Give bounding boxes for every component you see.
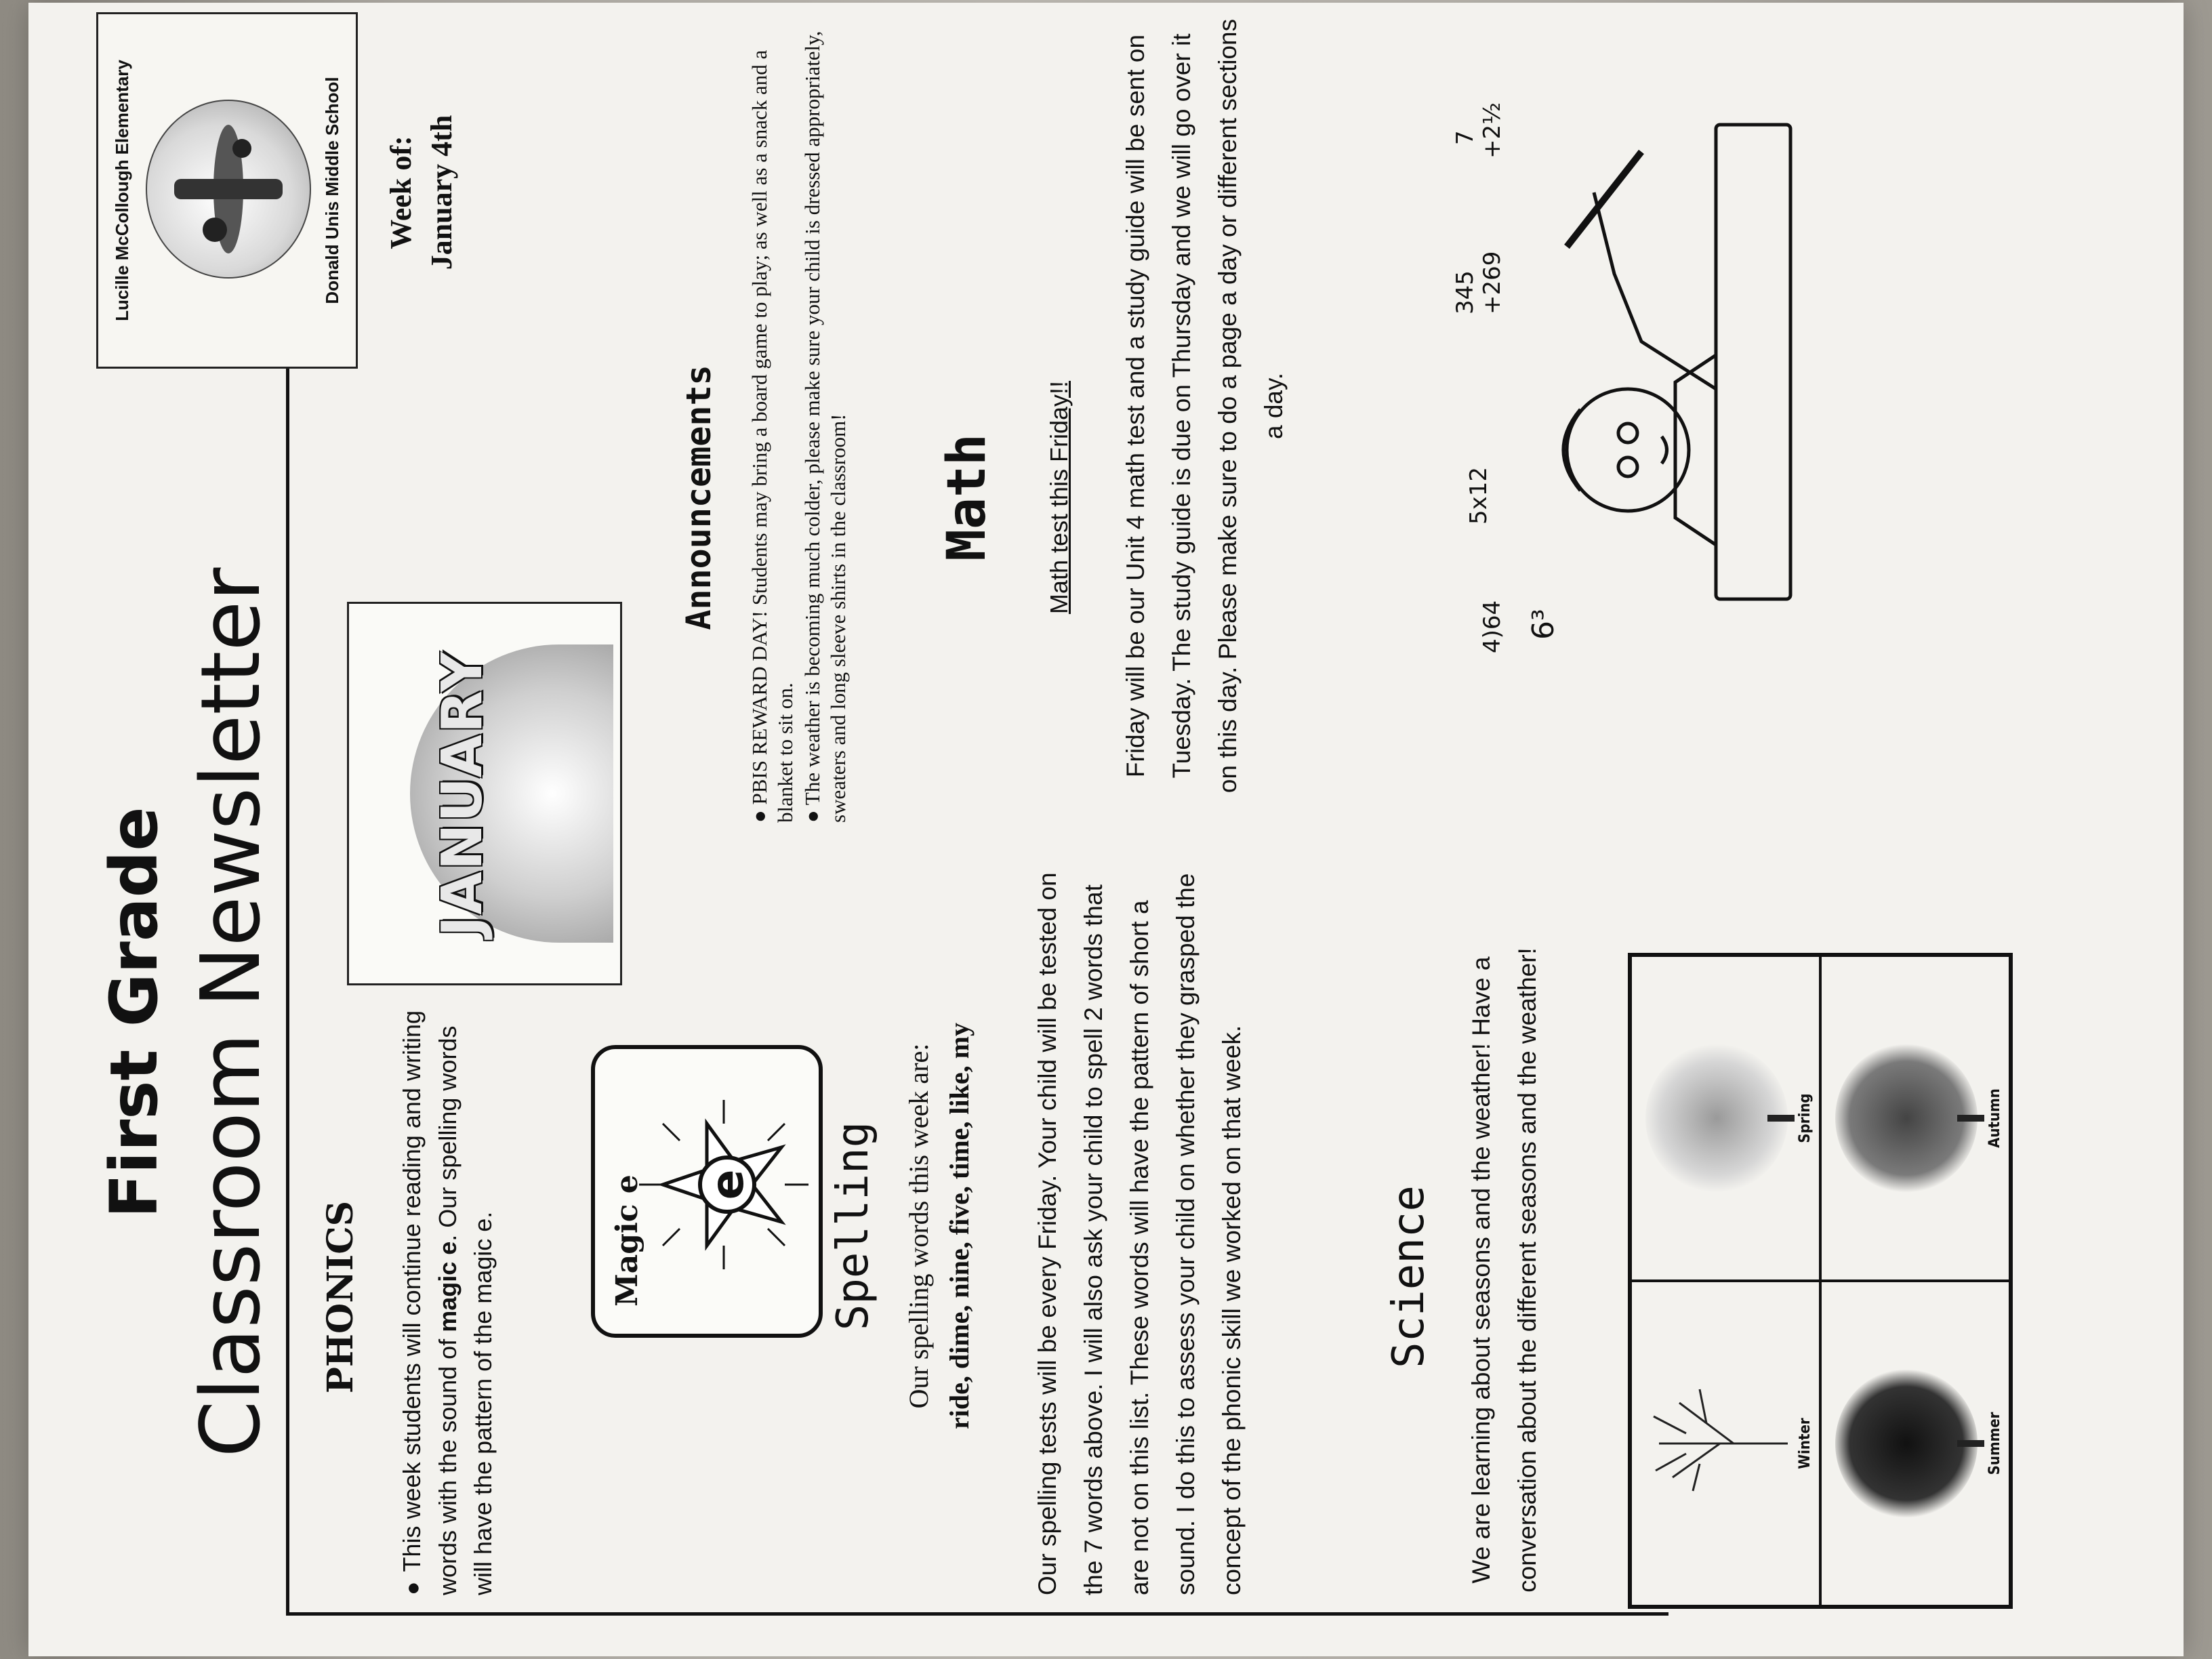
phonics-text-end: . Our spelling words will have the pattern of the magic e. [434,1025,497,1595]
spelling-intro: Our spelling words this week are: [903,1043,934,1409]
spelling-word-list: ride, dime, nine, five, time, like, my [944,1023,975,1429]
math-scribble: 5x12 [1465,466,1492,525]
math-scribble: 7 [1452,130,1479,145]
summer-tree-icon [1835,1369,1978,1518]
science-heading: Science [1384,1185,1434,1368]
math-scribble: 4)64 [1479,600,1506,653]
autumn-tree-icon [1835,1044,1978,1193]
announcements-heading: Announcements [679,365,718,630]
season-winter [1631,1281,1820,1606]
january-banner [347,602,622,985]
math-subheading: Math test this Friday!! [1045,380,1073,615]
magic-e-graphic [591,1045,823,1338]
phonics-heading: PHONICS [320,1200,361,1394]
phonics-bold-text: magic e [434,1241,462,1332]
bare-tree-icon [1645,1369,1788,1518]
season-spring [1631,956,1820,1281]
spring-tree-icon [1645,1044,1788,1193]
math-scribble: 345 [1452,270,1479,314]
spelling-paragraph: Our spelling tests will be every Friday. Your child will be tested on the 7 words above. I will also ask your child to spell 2 words that are not on this list. These words will have the pattern of short a sound. I do this to assess your child on whether they grasped the concept of the phonic skill we worked on that week. [1033,872,1246,1595]
week-label: Week of: [384,136,417,249]
newsletter-page [28,3,2184,1656]
math-scribble: +2½ [1479,102,1506,159]
tree-trunk [1767,1115,1795,1122]
season-label-autumn: Autumn [1986,1088,2003,1148]
week-of [381,3,462,382]
school-logo-emblem [146,100,311,279]
star-icon [636,1097,812,1273]
spelling-heading: Spelling [828,1121,878,1331]
phonics-text-start: This week students will continue reading and writing words with the sound of [398,1010,462,1595]
announcement-text: The weather is becoming much colder, please make sure your child is dressed appropriately, sweaters and long sleeve shirts in the classroom! [800,30,850,823]
week-date: January 4th [425,115,458,270]
science-paragraph: We are learning about seasons and the weather! Have a conversation about the different seasons and the weather! [1467,947,1541,1593]
announcement-item: ● The weather is becoming much colder, please make sure your child is dressed appropriately, sweaters and long sleeve shirts in the classroom! [800,30,850,823]
january-banner-text: JANUARY [430,650,495,937]
seasons-trees-image [1628,953,2013,1609]
math-heading: Math [937,434,998,561]
phonics-paragraph [394,999,501,1595]
logo-school-bottom-text: Donald Unis Middle School [322,77,342,304]
school-logo-box [96,12,358,369]
season-autumn [1820,956,2010,1281]
left-border-line [286,1612,1668,1616]
airplane-logo-icon [147,101,310,277]
announcement-text: PBIS REWARD DAY! Students may bring a board game to play; as well as a snack and a blanket to sit on. [747,49,797,823]
magic-e-letter: e [701,1169,754,1200]
announcement-item: ● PBIS REWARD DAY! Students may bring a board game to play; as well as a snack and a blanket to sit on. [747,49,797,823]
season-label-spring: Spring [1797,1093,1814,1143]
newsletter-title: Classroom Newsletter [184,567,279,1458]
student-with-pencil-icon [1540,98,1811,626]
tree-trunk [1957,1115,1984,1122]
announcements-list [747,16,853,823]
math-scribble: +269 [1479,251,1506,314]
season-label-summer: Summer [1986,1412,2003,1475]
magic-e-label: Magic e [610,1174,644,1307]
season-summer [1820,1281,2010,1606]
math-scribble: 6³ [1526,609,1561,640]
season-label-winter: Winter [1797,1418,1814,1469]
math-paragraph: Friday will be our Unit 4 math test and a study guide will be sent on Tuesday. The study guide is due on Thursday and we will go over it on this day. Please make sure to do a page a day or different sections a day. [1122,18,1288,794]
student-math-cartoon [1452,70,1818,680]
newsletter-title-grade: First Grade [96,806,172,1218]
tree-trunk [1957,1440,1984,1447]
bullet-icon: ● [400,1581,426,1595]
logo-school-top-text: Lucille McCollough Elementary [112,60,132,321]
